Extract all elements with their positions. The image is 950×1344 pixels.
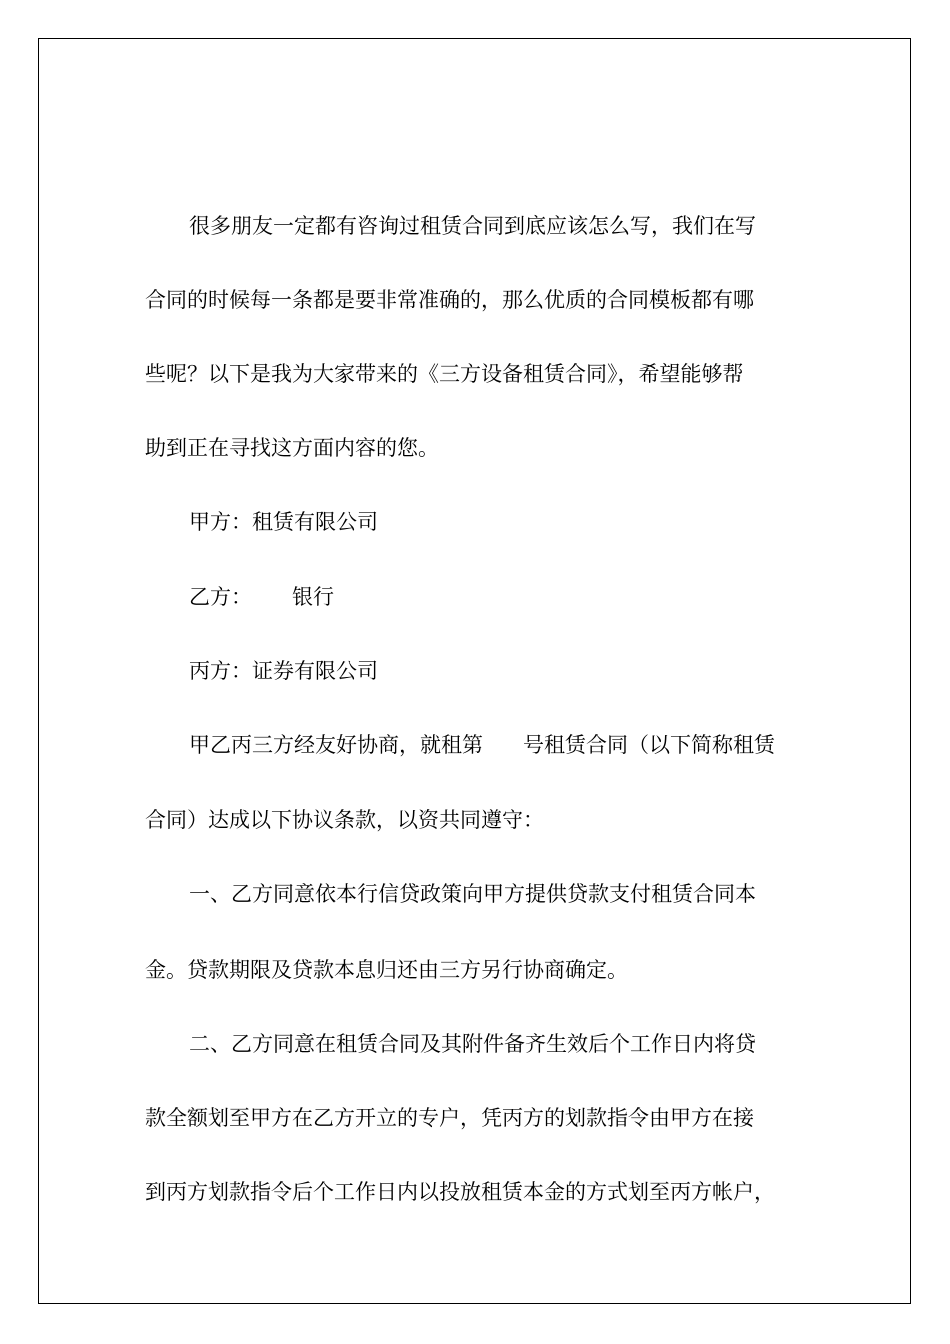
party-c: 丙方：证券有限公司 <box>189 659 378 683</box>
clause-2-line-1: 二、乙方同意在租赁合同及其附件备齐生效后个工作日内将贷 <box>189 1032 756 1056</box>
paragraph-intro-line-2: 合同的时候每一条都是要非常准确的，那么优质的合同模板都有哪 <box>145 288 754 312</box>
clause-1-line-2: 金。贷款期限及贷款本息归还由三方另行协商确定。 <box>145 958 628 982</box>
party-b: 乙方： 银行 <box>189 585 335 609</box>
party-a: 甲方：租赁有限公司 <box>189 510 378 534</box>
paragraph-agreement-line-1: 甲乙丙三方经友好协商，就租第 号租赁合同（以下简称租赁 <box>189 733 776 757</box>
paragraph-agreement-line-2: 合同）达成以下协议条款，以资共同遵守： <box>145 808 544 832</box>
paragraph-intro-line-3: 些呢？以下是我为大家带来的《三方设备租赁合同》，希望能够帮 <box>145 362 744 386</box>
paragraph-intro-line-4: 助到正在寻找这方面内容的您。 <box>145 436 439 460</box>
clause-2-line-3: 到丙方划款指令后个工作日内以投放租赁本金的方式划至丙方帐户， <box>145 1180 775 1204</box>
paragraph-intro-line-1: 很多朋友一定都有咨询过租赁合同到底应该怎么写，我们在写 <box>189 214 756 238</box>
clause-2-line-2: 款全额划至甲方在乙方开立的专户，凭丙方的划款指令由甲方在接 <box>145 1106 754 1130</box>
clause-1-line-1: 一、乙方同意依本行信贷政策向甲方提供贷款支付租赁合同本 <box>189 882 756 906</box>
